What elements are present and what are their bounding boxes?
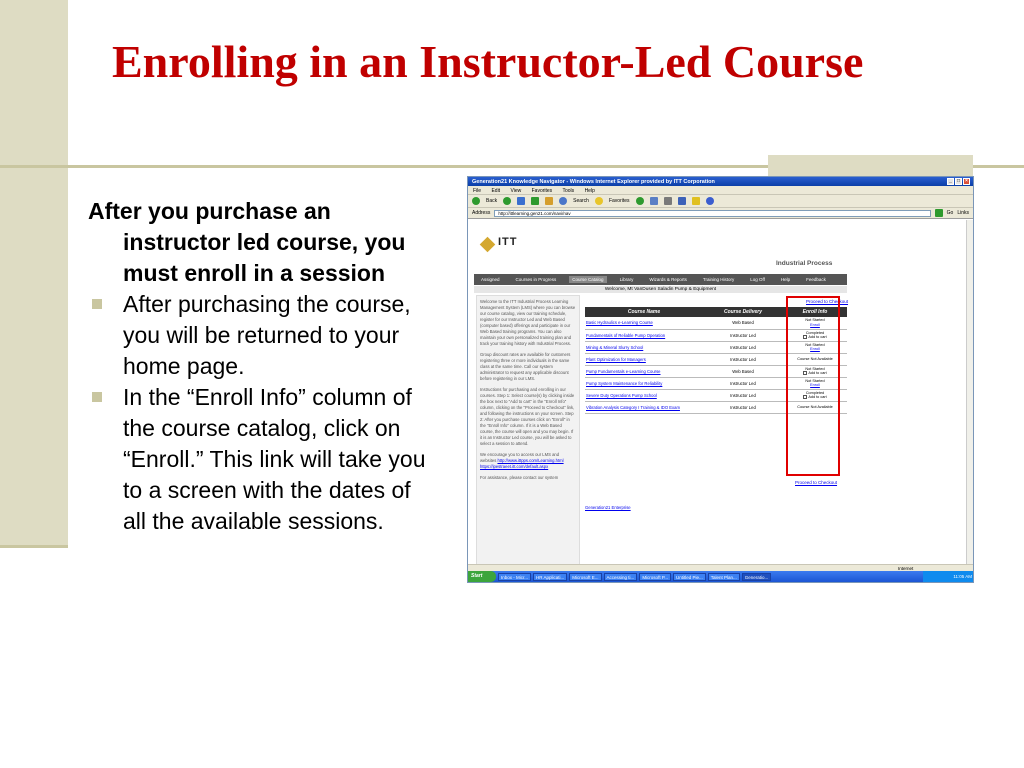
course-link[interactable]: Basic Hydraulics e-Learning Course <box>585 317 703 329</box>
back-arrow-icon[interactable] <box>472 197 480 205</box>
slide-content <box>88 196 440 537</box>
go-button[interactable]: Go <box>946 210 954 216</box>
bullet-text: In the “Enroll Info” column of the course catalog, click on “Enroll.” This link will take you to a screen with the dates of all the available sessions. <box>123 384 426 534</box>
taskbar-item[interactable]: Talent Plan... <box>708 573 740 581</box>
refresh-icon[interactable] <box>531 197 539 205</box>
enroll-info-highlight-box <box>786 296 840 476</box>
edit-icon[interactable] <box>678 197 686 205</box>
left-decorative-bar <box>0 0 68 548</box>
add-to-cart-label: Add to cart <box>808 395 827 399</box>
course-delivery: Instructor Led <box>703 401 783 413</box>
menu-favorites[interactable]: Favorites <box>531 188 553 194</box>
browser-toolbar <box>468 195 973 208</box>
history-icon[interactable] <box>636 197 644 205</box>
web-page <box>468 220 967 564</box>
taskbar-item[interactable]: HR Applicati... <box>533 573 567 581</box>
enroll-link[interactable]: Enroll <box>810 347 820 351</box>
taskbar-item[interactable]: Microsoft E... <box>569 573 601 581</box>
window-title-bar <box>468 177 973 186</box>
course-link[interactable]: Severe Duty Operations Pump School <box>585 389 703 401</box>
forward-arrow-icon[interactable] <box>503 197 511 205</box>
add-to-cart-label: Add to cart <box>808 335 827 339</box>
course-delivery: Instructor Led <box>703 341 783 353</box>
back-button[interactable]: Back <box>486 198 498 204</box>
taskbar-item[interactable]: Inbox - Micr... <box>498 573 531 581</box>
sidebar-divider <box>0 545 68 548</box>
course-link[interactable]: Pump System Maintenance for Reliability <box>585 377 703 389</box>
slide-title: Enrolling in an Instructor-Led Course <box>112 36 864 87</box>
bullet-square-icon <box>92 392 102 402</box>
nav-assigned[interactable]: Assigned <box>481 277 500 282</box>
bullet-text: After purchasing the course, you will be returned to your home page. <box>123 291 411 379</box>
header-course-delivery[interactable]: Course Delivery <box>703 307 783 317</box>
nav-help[interactable]: Help <box>780 277 791 282</box>
enroll-link[interactable]: Enroll <box>810 383 820 387</box>
print-icon[interactable] <box>664 197 672 205</box>
sidebar-link[interactable]: https://ipestraeet.itt.com/default.aspx <box>480 464 549 469</box>
proceed-to-checkout-link[interactable]: Proceed to Checkout <box>795 480 838 485</box>
itt-logo-icon <box>480 237 496 253</box>
star-icon[interactable] <box>595 197 603 205</box>
course-delivery: Web Based <box>703 317 783 329</box>
menu-help[interactable]: Help <box>584 188 595 194</box>
course-link[interactable]: Mining & Mineral Slurry School <box>585 341 703 353</box>
header-enroll-info: Enroll Info <box>783 307 847 317</box>
taskbar-item[interactable]: Untitled Pie... <box>673 573 706 581</box>
course-delivery: Web Based <box>703 365 783 377</box>
browser-screenshot <box>467 176 974 583</box>
sidebar-paragraph <box>480 452 576 470</box>
address-bar <box>468 208 973 219</box>
course-delivery: Instructor Led <box>703 389 783 401</box>
menu-bar <box>468 186 973 195</box>
menu-edit[interactable]: Edit <box>491 188 501 194</box>
search-icon[interactable] <box>559 197 567 205</box>
site-tagline: Industrial Process <box>776 260 833 267</box>
enroll-status: Course Not Available <box>783 353 847 365</box>
links-label[interactable]: Links <box>957 210 969 216</box>
add-to-cart-label: Add to cart <box>808 371 827 375</box>
enroll-status: Not Started <box>805 318 825 323</box>
generation21-link[interactable]: Generation21 Enterprise <box>585 505 631 510</box>
bluetooth-icon[interactable] <box>706 197 714 205</box>
sidebar-paragraph: Welcome to the ITT Industrial Process Learning Management System (LMS) where you can browse our course catalog, view our training schedule, register for our Instructor Led and Web Based (computer based) offerings and participate in our Web Based training programs. You can also maintain your own personalized training plan and track your training history with Industrial Process. <box>480 299 576 346</box>
minimize-icon[interactable]: _ <box>947 178 954 185</box>
enroll-status: Course Not Available <box>783 401 847 413</box>
close-icon[interactable]: × <box>963 178 970 185</box>
system-tray-clock: 11:05 AM <box>923 571 974 582</box>
bullet-square-icon <box>92 299 102 309</box>
window-title: Generation21 Knowledge Navigator - Windows Internet Explorer provided by ITT Corporation <box>472 179 715 185</box>
search-button[interactable]: Search <box>573 198 589 204</box>
header-course-name[interactable]: Course Name <box>585 307 703 317</box>
taskbar-item[interactable]: Accessing ti... <box>604 573 638 581</box>
favorites-button[interactable]: Favorites <box>608 198 630 204</box>
sidebar-paragraph: For assistance, please contact our system <box>480 475 559 480</box>
enroll-status: Not Started <box>805 378 825 383</box>
nav-library[interactable]: Library <box>619 277 634 282</box>
taskbar-item-active[interactable]: Generatio... <box>742 573 772 581</box>
site-logo-text: ITT <box>498 236 518 248</box>
enroll-status: Not Started <box>805 366 825 371</box>
enroll-link[interactable]: Enroll <box>810 322 820 327</box>
course-delivery: Instructor Led <box>703 353 783 365</box>
sidebar-paragraph: Group discount rates are available for customers registering three or more individuals in the same class at the same time. Call our system administrator to request any applicable discount before registering in our LMS. <box>480 352 571 381</box>
menu-file[interactable]: File <box>473 188 482 194</box>
nav-wizards-reports[interactable]: Wizards & Reports <box>649 277 687 282</box>
course-link[interactable]: Fundamentals of Reliable Pump Operation <box>585 329 703 341</box>
enroll-status: Completed <box>805 330 825 335</box>
bullet-item <box>88 382 440 537</box>
start-button[interactable]: Start <box>468 571 496 582</box>
nav-courses-in-progress[interactable]: Courses in Progress <box>515 277 557 282</box>
welcome-banner: Welcome, Mt VanDusen Saladin Pump & Equipment <box>474 286 847 293</box>
stop-icon[interactable] <box>517 197 525 205</box>
home-icon[interactable] <box>545 197 553 205</box>
go-icon[interactable] <box>935 209 943 217</box>
enroll-status: Not Started <box>805 342 825 347</box>
address-label: Address <box>472 210 491 216</box>
course-link[interactable]: Plant Optimization for Managers <box>585 353 703 365</box>
bullet-item <box>88 289 440 382</box>
site-nav <box>474 274 847 285</box>
course-delivery: Instructor Led <box>703 329 783 341</box>
course-delivery: Instructor Led <box>703 377 783 389</box>
course-link[interactable]: Pump Fundamentals e-Learning Course <box>585 365 703 377</box>
nav-course-catalog[interactable]: Course Catalog <box>569 276 606 283</box>
taskbar-item[interactable]: Microsoft P... <box>639 573 671 581</box>
menu-tools[interactable]: Tools <box>562 188 575 194</box>
proceed-to-checkout-top-link[interactable]: Proceed to Checkout <box>806 299 849 304</box>
maximize-icon[interactable]: □ <box>956 178 961 184</box>
course-link[interactable]: Vibration Analysis Category I Training & IDO Exam <box>585 401 703 413</box>
internet-zone-label: Internet <box>898 566 914 571</box>
url-input[interactable]: http://ittlearning.gen21.com/navi/nav <box>494 210 930 217</box>
sidebar-paragraph: Instructions for purchasing and enrolling in our courses. Step 1: Select course(s) by clicking inside the box next to "Add to cart" in the "Enroll Info" column, clicking on the "Proceed to Checkout" link, and following the instructions on your screen. Step 2: After you purchase courses click on "Enroll" in the "Enroll Info" column. If it is a Web Based course, the course will open and you may begin. If it is an Instructor Led course, you will be asked to select a session to attend. <box>480 387 575 446</box>
lead-text: After you purchase an instructor led course, you must enroll in a session <box>88 198 406 286</box>
menu-view[interactable]: View <box>510 188 522 194</box>
nav-training-history[interactable]: Training History <box>702 277 735 282</box>
mail-icon[interactable] <box>650 197 658 205</box>
sidebar-link[interactable]: http://www.ittpps.com/Learning.html <box>497 458 564 463</box>
sidebar-text: We encourage you to access our LMS and websites <box>480 452 560 463</box>
windows-taskbar <box>468 571 974 582</box>
info-sidebar <box>476 295 580 564</box>
nav-log-off[interactable]: Log Off <box>750 277 765 282</box>
enroll-status: Completed <box>805 390 825 395</box>
vertical-scrollbar[interactable] <box>966 220 973 564</box>
folder-icon[interactable] <box>692 197 700 205</box>
nav-feedback[interactable]: Feedback <box>806 277 826 282</box>
